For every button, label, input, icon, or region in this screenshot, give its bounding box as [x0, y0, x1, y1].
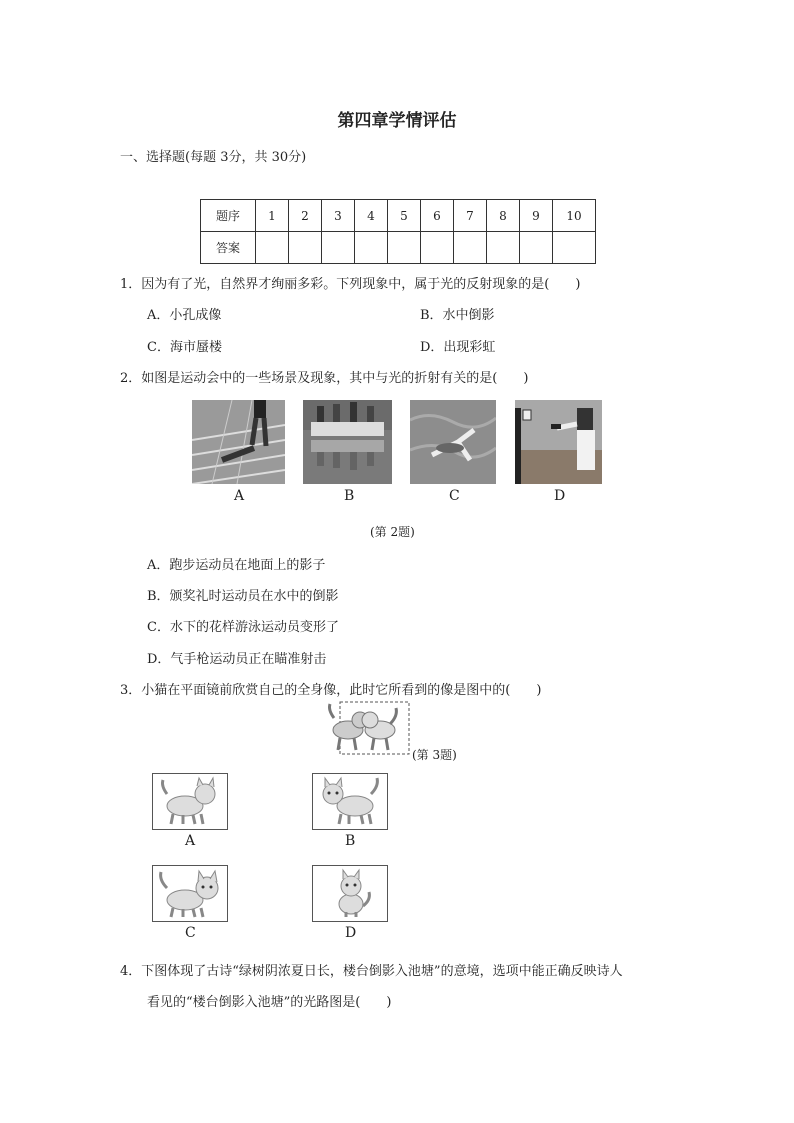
photo-award-ceremony	[303, 400, 392, 484]
photo-air-pistol-shooter	[515, 400, 602, 484]
cat-option-b-image[interactable]	[312, 773, 388, 830]
answer-cell[interactable]	[553, 232, 596, 264]
q3-stem: 3．小猫在平面镜前欣赏自己的全身像，此时它所看到的像是图中的( )	[120, 683, 542, 698]
answer-cell[interactable]	[289, 232, 322, 264]
q1-stem: 1．因为有了光，自然界才绚丽多彩。下列现象中，属于光的反射现象的是( )	[120, 277, 581, 292]
question-number: 9	[520, 200, 553, 232]
question-number: 5	[388, 200, 421, 232]
answer-table	[200, 199, 596, 264]
cat-label-d: D	[345, 925, 357, 941]
table-row-header: 答案	[201, 232, 256, 264]
cat-label-b: B	[345, 833, 356, 849]
question-number: 8	[487, 200, 520, 232]
question-number: 7	[454, 200, 487, 232]
q1-option-d[interactable]: D．出现彩虹	[420, 340, 496, 355]
question-number: 10	[553, 200, 596, 232]
photo-running-track	[192, 400, 285, 484]
answer-cell[interactable]	[487, 232, 520, 264]
question-number: 4	[355, 200, 388, 232]
question-number: 1	[256, 200, 289, 232]
question-number: 6	[421, 200, 454, 232]
q4-stem-line2: 看见的“楼台倒影入池塘”的光路图是( )	[147, 995, 392, 1010]
answer-cell[interactable]	[421, 232, 454, 264]
answer-cell[interactable]	[520, 232, 553, 264]
answer-cell[interactable]	[388, 232, 421, 264]
q2-stem: 2．如图是运动会中的一些场景及现象，其中与光的折射有关的是( )	[120, 371, 529, 386]
q1-option-b[interactable]: B．水中倒影	[420, 308, 495, 323]
q4-stem-line1: 4．下图体现了古诗“绿树阴浓夏日长，楼台倒影入池塘”的意境，选项中能正确反映诗人	[120, 964, 623, 979]
q1-option-a[interactable]: A．小孔成像	[147, 308, 222, 323]
photo-synchronized-swimming	[410, 400, 496, 484]
question-number: 3	[322, 200, 355, 232]
answer-cell[interactable]	[256, 232, 289, 264]
cat-option-c-image[interactable]	[152, 865, 228, 922]
section-heading: 一、选择题(每题 3分，共 30分)	[120, 150, 307, 165]
q2-option-b[interactable]: B．颁奖礼时运动员在水中的倒影	[147, 589, 339, 604]
photo-label-c: C	[449, 488, 460, 504]
table-row-header: 题序	[201, 200, 256, 232]
q1-option-c[interactable]: C．海市蜃楼	[147, 340, 222, 355]
figure-caption: (第 3题)	[412, 748, 457, 762]
q2-option-c[interactable]: C．水下的花样游泳运动员变形了	[147, 620, 339, 635]
cat-label-c: C	[185, 925, 196, 941]
photo-label-b: B	[344, 488, 355, 504]
cat-label-a: A	[185, 833, 196, 849]
cat-option-a-image[interactable]	[152, 773, 228, 830]
question-number: 2	[289, 200, 322, 232]
answer-cell[interactable]	[355, 232, 388, 264]
page-title: 第四章学情评估	[337, 111, 457, 131]
answer-cell[interactable]	[322, 232, 355, 264]
cat-mirror-figure	[324, 700, 414, 758]
q2-option-a[interactable]: A．跑步运动员在地面上的影子	[147, 558, 326, 573]
cat-option-d-image[interactable]	[312, 865, 388, 922]
photo-label-d: D	[554, 488, 566, 504]
photo-label-a: A	[234, 488, 245, 504]
q2-option-d[interactable]: D．气手枪运动员正在瞄准射击	[147, 652, 327, 667]
answer-cell[interactable]	[454, 232, 487, 264]
figure-caption: (第 2题)	[370, 525, 415, 539]
